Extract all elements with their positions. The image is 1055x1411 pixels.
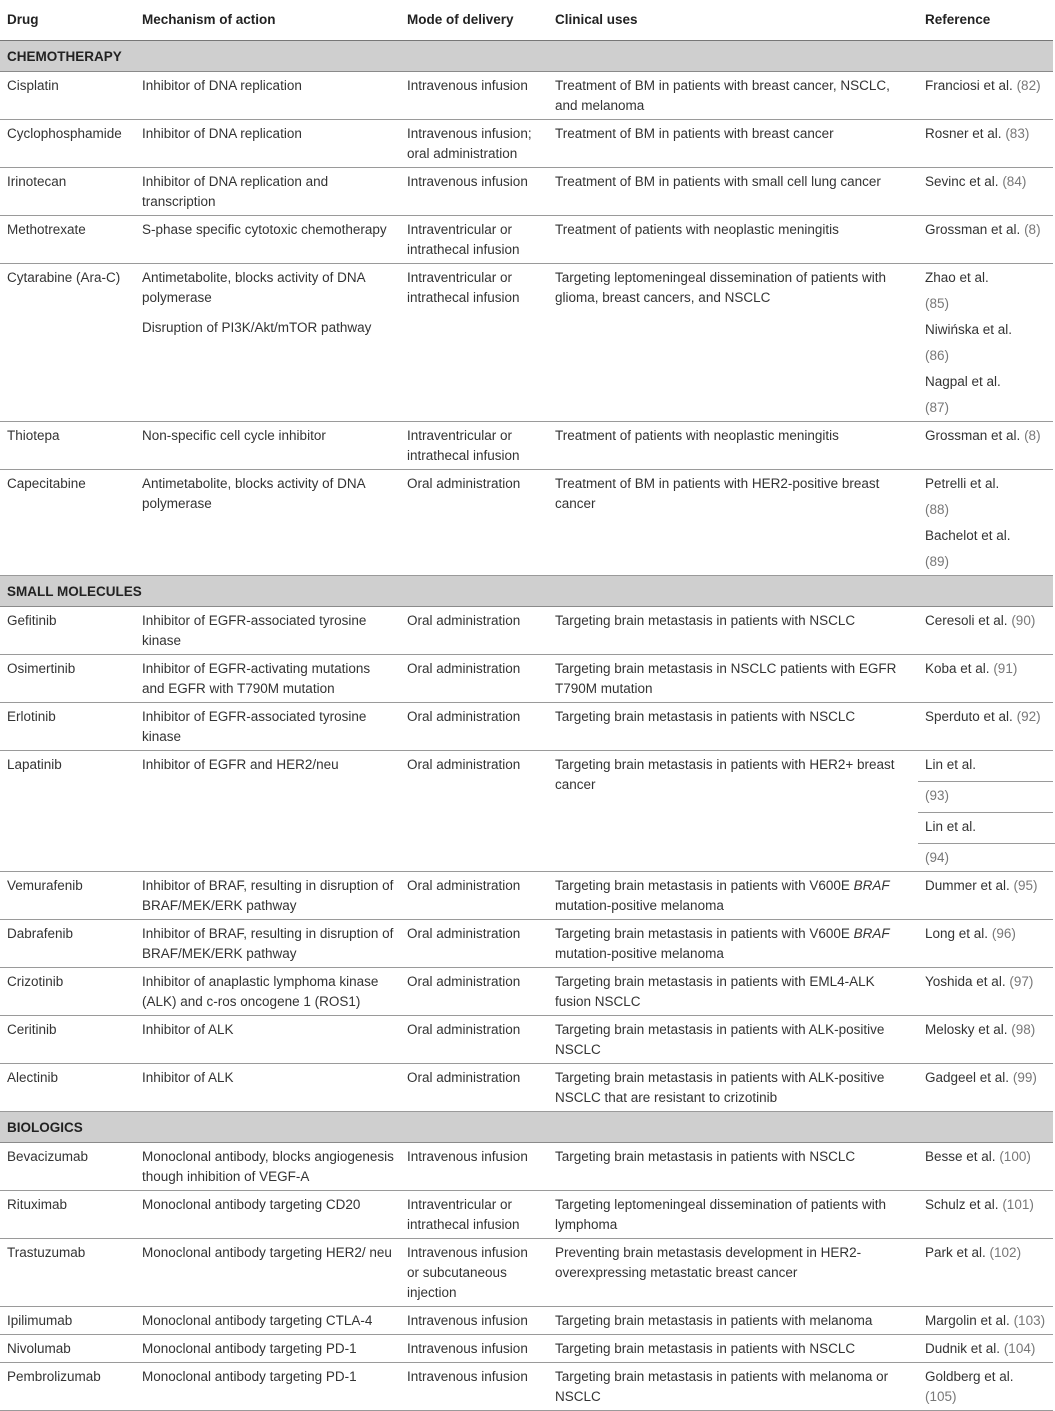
ref-number[interactable]: (88)	[925, 502, 950, 517]
clinical-use-text: mutation-positive melanoma	[555, 946, 724, 961]
section-row	[0, 576, 1053, 607]
section-title: CHEMOTHERAPY	[0, 41, 1053, 72]
drug-name: Trastuzumab	[0, 1239, 135, 1307]
ref-author: Niwińska et al.	[925, 322, 1013, 337]
reference	[918, 264, 1053, 422]
ref-author: Yoshida et al.	[925, 974, 1006, 989]
ref-number[interactable]: (83)	[1005, 126, 1030, 141]
table-row	[0, 1363, 1053, 1411]
clinical-use-text: mutation-positive melanoma	[555, 898, 724, 913]
delivery: Intravenous infusion	[400, 1307, 548, 1335]
mechanism: S-phase specific cytotoxic chemotherapy	[135, 216, 400, 264]
ref-number[interactable]: (92)	[1016, 709, 1041, 724]
delivery: Intravenous infusion	[400, 1335, 548, 1363]
mechanism: Inhibitor of ALK	[135, 1016, 400, 1064]
drug-name: Crizotinib	[0, 968, 135, 1016]
ref-number[interactable]: (84)	[1002, 174, 1027, 189]
section-row	[0, 41, 1053, 72]
ref-number[interactable]: (87)	[925, 400, 950, 415]
reference	[918, 1191, 1053, 1239]
header-mechanism: Mechanism of action	[135, 0, 400, 41]
drug-name: Thiotepa	[0, 422, 135, 470]
ref-author: Melosky et al.	[925, 1022, 1008, 1037]
drug-name: Bevacizumab	[0, 1143, 135, 1191]
clinical-use: Targeting brain metastasis in patients with ALK-positive NSCLC that are resistant to crizotinib	[548, 1064, 918, 1112]
mechanism: Inhibitor of DNA replication	[135, 72, 400, 120]
ref-number[interactable]: (91)	[993, 661, 1018, 676]
drug-name: Ipilimumab	[0, 1307, 135, 1335]
reference	[918, 72, 1053, 120]
delivery: Oral administration	[400, 703, 548, 751]
reference	[918, 120, 1053, 168]
drug-name: Dabrafenib	[0, 920, 135, 968]
reference	[918, 1335, 1053, 1363]
reference-item	[925, 372, 1047, 418]
drug-name: Cyclophosphamide	[0, 120, 135, 168]
reference	[918, 607, 1053, 655]
clinical-use: Targeting brain metastasis in patients with NSCLC	[548, 703, 918, 751]
drug-name: Capecitabine	[0, 470, 135, 576]
reference	[918, 968, 1053, 1016]
clinical-use: Targeting brain metastasis in patients with NSCLC	[548, 1143, 918, 1191]
drug-name: Lapatinib	[0, 751, 135, 872]
mechanism-secondary: Disruption of PI3K/Akt/mTOR pathway	[142, 320, 372, 335]
delivery: Oral administration	[400, 872, 548, 920]
header-drug: Drug	[0, 0, 135, 41]
ref-author: Dummer et al.	[925, 878, 1010, 893]
delivery: Intravenous infusion	[400, 168, 548, 216]
ref-author: Sperduto et al.	[925, 709, 1013, 724]
section-title: BIOLOGICS	[0, 1112, 1053, 1143]
clinical-use	[548, 920, 918, 968]
ref-author: Park et al.	[925, 1245, 986, 1260]
ref-number[interactable]: (102)	[989, 1245, 1022, 1260]
clinical-use: Treatment of BM in patients with small cell lung cancer	[548, 168, 918, 216]
mechanism: Monoclonal antibody targeting HER2/ neu	[135, 1239, 400, 1307]
ref-author: Bachelot et al.	[925, 528, 1011, 543]
ref-number[interactable]: (105)	[925, 1389, 957, 1404]
clinical-use: Targeting brain metastasis in patients with HER2+ breast cancer	[548, 751, 918, 872]
reference	[918, 751, 1053, 872]
gene-name: BRAF	[853, 878, 890, 893]
mechanism: Inhibitor of EGFR and HER2/neu	[135, 751, 400, 872]
reference-item	[918, 812, 1053, 868]
mechanism: Antimetabolite, blocks activity of DNA polymerase	[135, 470, 400, 576]
clinical-use: Targeting leptomeningeal dissemination of patients with lymphoma	[548, 1191, 918, 1239]
ref-author: Grossman et al.	[925, 428, 1021, 443]
clinical-use: Targeting brain metastasis in patients with melanoma	[548, 1307, 918, 1335]
reference	[918, 1064, 1053, 1112]
header-clinical-uses: Clinical uses	[548, 0, 918, 41]
table-row	[0, 872, 1053, 920]
drug-name: Alectinib	[0, 1064, 135, 1112]
drug-name: Rituximab	[0, 1191, 135, 1239]
drug-name: Nivolumab	[0, 1335, 135, 1363]
delivery: Oral administration	[400, 1016, 548, 1064]
table-row	[0, 168, 1053, 216]
clinical-use: Treatment of BM in patients with breast cancer	[548, 120, 918, 168]
ref-author: Lin et al.	[925, 757, 977, 772]
ref-author: Ceresoli et al.	[925, 613, 1008, 628]
mechanism: Inhibitor of anaplastic lymphoma kinase (ALK) and c-ros oncogene 1 (ROS1)	[135, 968, 400, 1016]
drug-name: Ceritinib	[0, 1016, 135, 1064]
mechanism: Inhibitor of BRAF, resulting in disruption of BRAF/MEK/ERK pathway	[135, 872, 400, 920]
drug-name: Irinotecan	[0, 168, 135, 216]
ref-number[interactable]: (99)	[1012, 1070, 1037, 1085]
header-reference: Reference	[918, 0, 1053, 41]
clinical-use-text: Targeting brain metastasis in patients with V600E	[555, 926, 854, 941]
table-row	[0, 120, 1053, 168]
delivery: Oral administration	[400, 968, 548, 1016]
delivery: Oral administration	[400, 920, 548, 968]
ref-author: Lin et al.	[925, 819, 977, 834]
ref-author: Besse et al.	[925, 1149, 996, 1164]
mechanism: Monoclonal antibody targeting PD-1	[135, 1335, 400, 1363]
mechanism: Monoclonal antibody targeting CTLA-4	[135, 1307, 400, 1335]
ref-number[interactable]: (8)	[1024, 428, 1041, 443]
clinical-use: Targeting brain metastasis in patients with melanoma or NSCLC	[548, 1363, 918, 1411]
reference	[918, 216, 1053, 264]
mechanism: Inhibitor of EGFR-associated tyrosine kinase	[135, 607, 400, 655]
table-row	[0, 703, 1053, 751]
ref-author: Rosner et al.	[925, 126, 1002, 141]
section-row	[0, 1112, 1053, 1143]
ref-author: Schulz et al.	[925, 1197, 999, 1212]
delivery: Oral administration	[400, 655, 548, 703]
clinical-use-text: Targeting brain metastasis in patients with V600E	[555, 878, 854, 893]
drug-name: Methotrexate	[0, 216, 135, 264]
ref-number[interactable]: (104)	[1003, 1341, 1036, 1356]
ref-author: Franciosi et al.	[925, 78, 1013, 93]
table-row	[0, 751, 1053, 872]
mechanism: Inhibitor of EGFR-activating mutations and EGFR with T790M mutation	[135, 655, 400, 703]
ref-author: Goldberg et al.	[925, 1369, 1014, 1384]
table-row	[0, 1143, 1053, 1191]
delivery: Oral administration	[400, 470, 548, 576]
reference-item	[925, 268, 1047, 314]
delivery: Intravenous infusion; oral administration	[400, 120, 548, 168]
ref-number[interactable]: (95)	[1013, 878, 1038, 893]
mechanism: Inhibitor of EGFR-associated tyrosine kinase	[135, 703, 400, 751]
delivery: Intraventricular or intrathecal infusion	[400, 264, 548, 422]
drug-name: Gefitinib	[0, 607, 135, 655]
mechanism: Non-specific cell cycle inhibitor	[135, 422, 400, 470]
clinical-use: Targeting brain metastasis in patients with NSCLC	[548, 607, 918, 655]
header-delivery: Mode of delivery	[400, 0, 548, 41]
ref-number[interactable]: (85)	[925, 296, 950, 311]
mechanism: Inhibitor of DNA replication	[135, 120, 400, 168]
clinical-use: Targeting leptomeningeal dissemination of patients with glioma, breast cancers, and NSCLC	[548, 264, 918, 422]
ref-author: Long et al.	[925, 926, 989, 941]
clinical-use: Targeting brain metastasis in patients with EML4-ALK fusion NSCLC	[548, 968, 918, 1016]
table-row	[0, 264, 1053, 422]
ref-author: Grossman et al.	[925, 222, 1021, 237]
gene-name: BRAF	[853, 926, 890, 941]
ref-author: Koba et al.	[925, 661, 990, 676]
reference	[918, 470, 1053, 576]
clinical-use: Targeting brain metastasis in patients with ALK-positive NSCLC	[548, 1016, 918, 1064]
delivery: Intraventricular or intrathecal infusion	[400, 216, 548, 264]
ref-author: Sevinc et al.	[925, 174, 999, 189]
delivery: Intravenous infusion	[400, 1143, 548, 1191]
drug-name: Cytarabine (Ara-C)	[0, 264, 135, 422]
ref-number[interactable]: (8)	[1024, 222, 1041, 237]
table-row	[0, 216, 1053, 264]
reference	[918, 422, 1053, 470]
mechanism	[135, 264, 400, 422]
clinical-use: Treatment of BM in patients with HER2-positive breast cancer	[548, 470, 918, 576]
mechanism: Inhibitor of BRAF, resulting in disruption of BRAF/MEK/ERK pathway	[135, 920, 400, 968]
delivery: Oral administration	[400, 751, 548, 872]
drug-name: Vemurafenib	[0, 872, 135, 920]
delivery: Oral administration	[400, 607, 548, 655]
reference-item	[925, 320, 1047, 366]
drug-name: Cisplatin	[0, 72, 135, 120]
table-row	[0, 607, 1053, 655]
reference	[918, 703, 1053, 751]
reference	[918, 1363, 1053, 1411]
mechanism: Inhibitor of DNA replication and transcription	[135, 168, 400, 216]
section-title: SMALL MOLECULES	[0, 576, 1053, 607]
mechanism: Inhibitor of ALK	[135, 1064, 400, 1112]
mechanism: Monoclonal antibody, blocks angiogenesis though inhibition of VEGF-A	[135, 1143, 400, 1191]
ref-author: Gadgeel et al.	[925, 1070, 1010, 1085]
reference-item	[925, 755, 1047, 806]
delivery: Intravenous infusion or subcutaneous injection	[400, 1239, 548, 1307]
ref-number[interactable]: (93)	[918, 781, 1053, 806]
drug-name: Osimertinib	[0, 655, 135, 703]
ref-number[interactable]: (101)	[1002, 1197, 1034, 1212]
header-row	[0, 0, 1053, 41]
ref-author: Nagpal et al.	[925, 374, 1001, 389]
delivery: Intravenous infusion	[400, 1363, 548, 1411]
reference	[918, 1143, 1053, 1191]
ref-number[interactable]: (82)	[1016, 78, 1041, 93]
clinical-use: Treatment of BM in patients with breast cancer, NSCLC, and melanoma	[548, 72, 918, 120]
table-row	[0, 422, 1053, 470]
table-row	[0, 1307, 1053, 1335]
ref-number[interactable]: (97)	[1009, 974, 1034, 989]
drug-name: Erlotinib	[0, 703, 135, 751]
reference	[918, 1016, 1053, 1064]
ref-number[interactable]: (100)	[999, 1149, 1031, 1164]
reference	[918, 1239, 1053, 1307]
reference	[918, 920, 1053, 968]
reference	[918, 872, 1053, 920]
ref-number[interactable]: (86)	[925, 348, 950, 363]
reference-item	[925, 526, 1047, 572]
table-row	[0, 1016, 1053, 1064]
table-row	[0, 920, 1053, 968]
ref-number[interactable]: (98)	[1011, 1022, 1036, 1037]
reference	[918, 655, 1053, 703]
reference-item	[925, 474, 1047, 520]
reference	[918, 1307, 1053, 1335]
table-row	[0, 1335, 1053, 1363]
clinical-use	[548, 872, 918, 920]
ref-number[interactable]: (89)	[925, 554, 950, 569]
mechanism-primary: Antimetabolite, blocks activity of DNA polymerase	[142, 270, 365, 305]
ref-number[interactable]: (103)	[1013, 1313, 1046, 1328]
table-row	[0, 1239, 1053, 1307]
clinical-use: Targeting brain metastasis in patients with NSCLC	[548, 1335, 918, 1363]
table-row	[0, 655, 1053, 703]
ref-author: Dudnik et al.	[925, 1341, 1001, 1356]
table-row	[0, 72, 1053, 120]
clinical-use: Treatment of patients with neoplastic meningitis	[548, 422, 918, 470]
clinical-use: Targeting brain metastasis in NSCLC patients with EGFR T790M mutation	[548, 655, 918, 703]
delivery: Intraventricular or intrathecal infusion	[400, 422, 548, 470]
mechanism: Monoclonal antibody targeting CD20	[135, 1191, 400, 1239]
table-row	[0, 968, 1053, 1016]
drug-name: Pembrolizumab	[0, 1363, 135, 1411]
ref-number[interactable]: (90)	[1011, 613, 1036, 628]
table-row	[0, 1191, 1053, 1239]
delivery: Oral administration	[400, 1064, 548, 1112]
table-row	[0, 1064, 1053, 1112]
clinical-use: Treatment of patients with neoplastic meningitis	[548, 216, 918, 264]
ref-author: Margolin et al.	[925, 1313, 1010, 1328]
delivery: Intraventricular or intrathecal infusion	[400, 1191, 548, 1239]
clinical-use: Preventing brain metastasis development in HER2-overexpressing metastatic breast cancer	[548, 1239, 918, 1307]
ref-number[interactable]: (94)	[918, 843, 1055, 868]
ref-number[interactable]: (96)	[991, 926, 1016, 941]
ref-author: Zhao et al.	[925, 270, 989, 285]
table-row	[0, 470, 1053, 576]
reference	[918, 168, 1053, 216]
ref-author: Petrelli et al.	[925, 476, 1000, 491]
delivery: Intravenous infusion	[400, 72, 548, 120]
mechanism: Monoclonal antibody targeting PD-1	[135, 1363, 400, 1411]
